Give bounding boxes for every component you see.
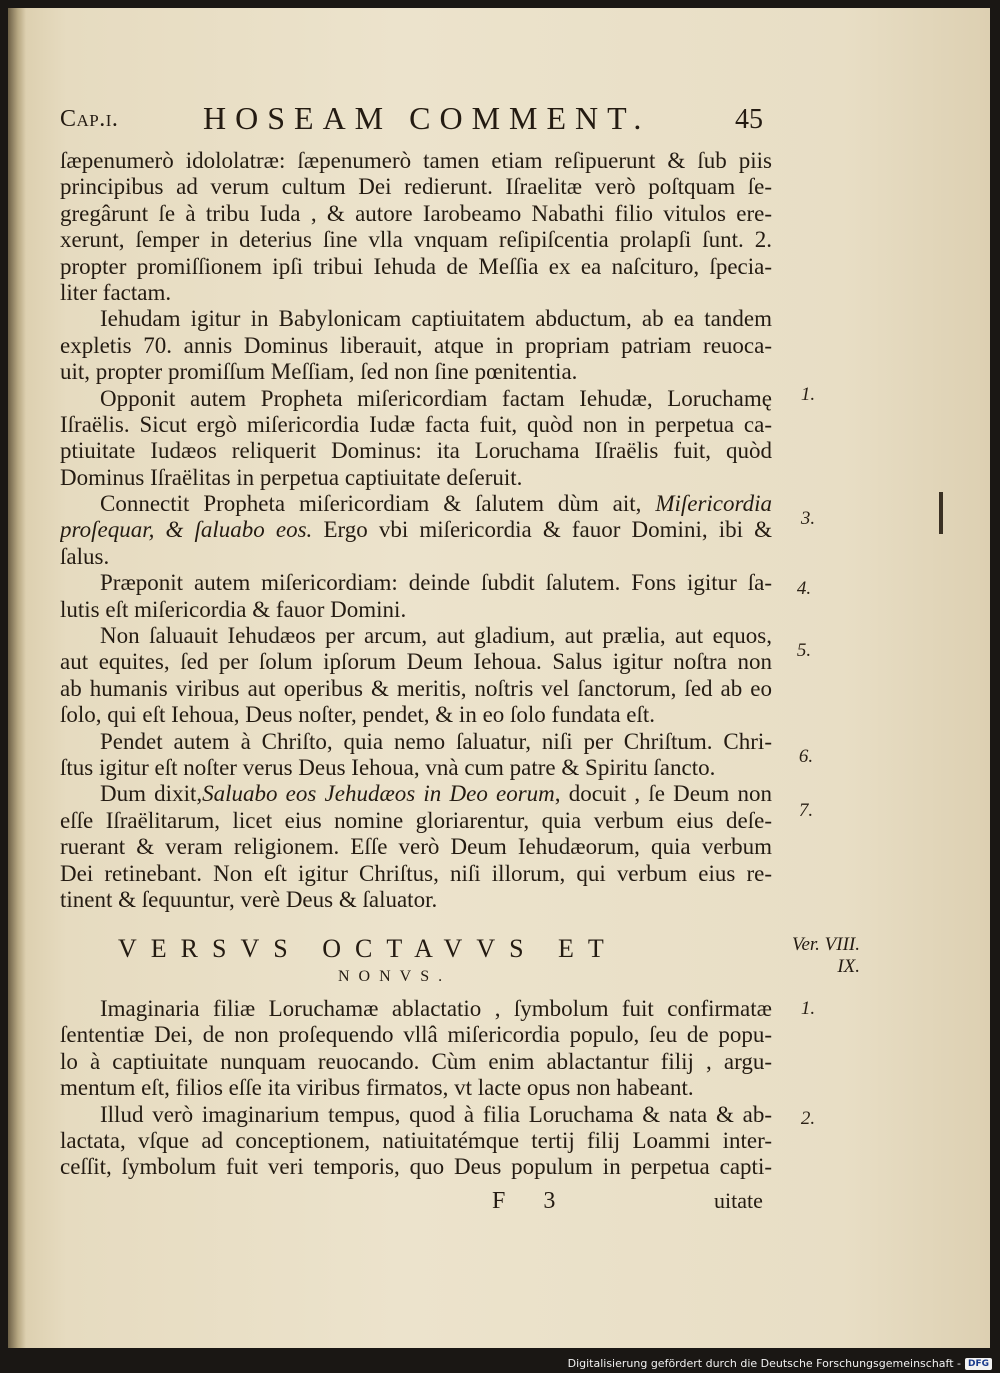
text-line: aut equites, ſed per ſolum ipſorum Deum Iehoua. Salus igitur noſtra non [60, 649, 772, 675]
text-line: gregârunt ſe à tribu Iuda , & autore Iarobeamo Nabathi filio vitulos ere- [60, 200, 772, 226]
page-number: 45 [735, 104, 763, 135]
text-line: lutis eſt miſericordia & fauor Domini. [60, 596, 407, 622]
text-line: principibus ad verum cultum Dei redierunt. Iſraelitæ verò poſtquam ſe- [60, 174, 772, 200]
text-line: ſtus igitur eſt noſter verus Deus Iehoua, vnà cum patre & Spiritu ſancto. [60, 754, 716, 780]
chapter-label: Cap.i. [60, 106, 119, 132]
text-line: ab humanis viribus aut operibus & meritis, noſtris vel ſanctorum, ſed ab eo [60, 675, 772, 701]
text-line: lactata, vſque ad conceptionem, natiuitatémque tertij filij Loammi inter- [60, 1127, 772, 1153]
text-line: lo à captiuitate nunquam reuocando. Cùm enim ablactantur filij , argu- [60, 1048, 772, 1074]
text-line [60, 781, 772, 807]
verse-reference [750, 934, 860, 978]
margin-note: 3. [800, 508, 816, 529]
margin-note: 2. [800, 1108, 816, 1129]
margin-note: 4. [796, 578, 812, 599]
text-line: propter promiſſionem ipſi tribui Iehuda de Meſſia ex ea naſcituro, ſpecia- [60, 253, 772, 279]
pencil-mark [939, 492, 943, 534]
text-line: mentum eſt, filios eſſe ita viribus firmatos, vt lacte opus non habeant. [60, 1075, 694, 1101]
text-line: Non ſaluauit Iehudæos per arcum, aut gladium, aut prælia, aut equos, [100, 623, 772, 649]
scripture-quote: proſequar, & ſaluabo eos. [60, 517, 313, 543]
text-line: Iſraëlis. Sicut ergò miſericordia Iudæ facta fuit, quòd non in perpetua ca- [60, 411, 772, 437]
text-run: , docuit , ſe Deum non [554, 781, 772, 807]
text-line: ruerant & veram religionem. Eſſe verò Deum Iehudæorum, quia verbum [60, 834, 772, 860]
main-text [60, 148, 772, 913]
text-run: Dum dixit, [100, 781, 203, 807]
text-run: Connectit Propheta miſericordiam & ſalutem dùm ait, [100, 491, 642, 517]
text-line: eſſe Iſraëlitarum, licet eius nomine gloriarentur, quia verbum eius deſe- [60, 807, 772, 833]
digitization-credit [568, 1357, 992, 1370]
text-line: Imaginaria filiæ Loruchamæ ablactatio , ſymbolum fuit confirmatæ [100, 996, 772, 1021]
text-line: Opponit autem Propheta miſericordiam factam Iehudæ, Loruchamę [100, 385, 772, 411]
section-subheading: NONVS. [338, 968, 452, 985]
text-line: uit, propter promiſſum Meſſiam, ſed non ſine pœnitentia. [60, 359, 578, 385]
text-line [60, 517, 772, 543]
text-line: Præponit autem miſericordiam: deinde ſubdit ſalutem. Fons igitur ſa- [100, 570, 772, 596]
page-gutter [8, 8, 26, 1348]
text-line: ſalus. [60, 543, 110, 569]
text-line: Illud verò imaginarium tempus, quod à filia Loruchama & nata & ab- [100, 1101, 772, 1127]
margin-note: 5. [796, 640, 812, 661]
margin-note: 1. [800, 998, 816, 1019]
text-line: Pendet autem à Chriſto, quia nemo ſaluatur, niſi per Chriſtum. Chri- [100, 728, 772, 754]
catchword: uitate [714, 1188, 763, 1213]
section-heading: VERSVS OCTAVVS ET [118, 934, 618, 963]
verse-reference-line: IX. [837, 956, 860, 977]
text-line [60, 491, 772, 517]
text-line: ſolo, qui eſt Iehoua, Deus noſter, pendet, & in eo ſolo fundata eſt. [60, 702, 656, 728]
scripture-quote: Saluabo eos Jehudæos in Deo eorum [202, 781, 555, 807]
text-line: ſententiæ Dei, de non proſequendo vllâ miſericordia populo, ſeu de popu- [60, 1022, 772, 1048]
margin-note: 1. [800, 384, 816, 405]
margin-note: 6. [798, 746, 814, 767]
text-run: Ergo vbi miſericordia & fauor Domini, ibi & [323, 517, 772, 543]
credit-text: Digitalisierung gefördert durch die Deutsche Forschungsgemeinschaft - [567, 1357, 961, 1370]
signature-mark: F 3 [492, 1188, 572, 1214]
text-line: tinent & ſequuntur, verè Deus & ſaluator. [60, 886, 438, 912]
scripture-quote: Miſericordia [655, 491, 772, 517]
running-head [60, 100, 770, 140]
text-line: ceſſit, ſymbolum fuit veri temporis, quo Deus populum in perpetua capti- [60, 1154, 772, 1180]
dfg-logo: DFG [965, 1358, 992, 1370]
text-line: ptiuitate Iudæos reliquerit Dominus: ita Loruchama Iſraëlis fuit, quòd [60, 438, 772, 464]
book-page [8, 8, 990, 1348]
text-line: ſæpenumerò idololatræ: ſæpenumerò tamen etiam reſipuerunt & ſub piis [60, 148, 772, 173]
verse-reference-line: Ver. VIII. [791, 934, 860, 955]
text-line: Dei retinebant. Non eſt igitur Chriſtus, niſi illorum, qui verbum eius re- [60, 860, 772, 886]
text-line: Iehudam igitur in Babylonicam captiuitatem abductum, ab ea tandem [100, 306, 772, 332]
text-line: xerunt, ſemper in deterius ſine vlla vnquam reſipiſcentia prolapſi ſunt. 2. [60, 227, 772, 253]
text-line: Dominus Iſraëlitas in perpetua captiuitate deſeruit. [60, 464, 523, 490]
main-text-continued [60, 996, 772, 1181]
text-line: liter factam. [60, 279, 172, 305]
text-line: expletis 70. annis Dominus liberauit, atque in propriam patriam reuoca- [60, 332, 772, 358]
running-title: HOSEAM COMMENT. [203, 100, 651, 136]
margin-note: 7. [798, 800, 814, 821]
